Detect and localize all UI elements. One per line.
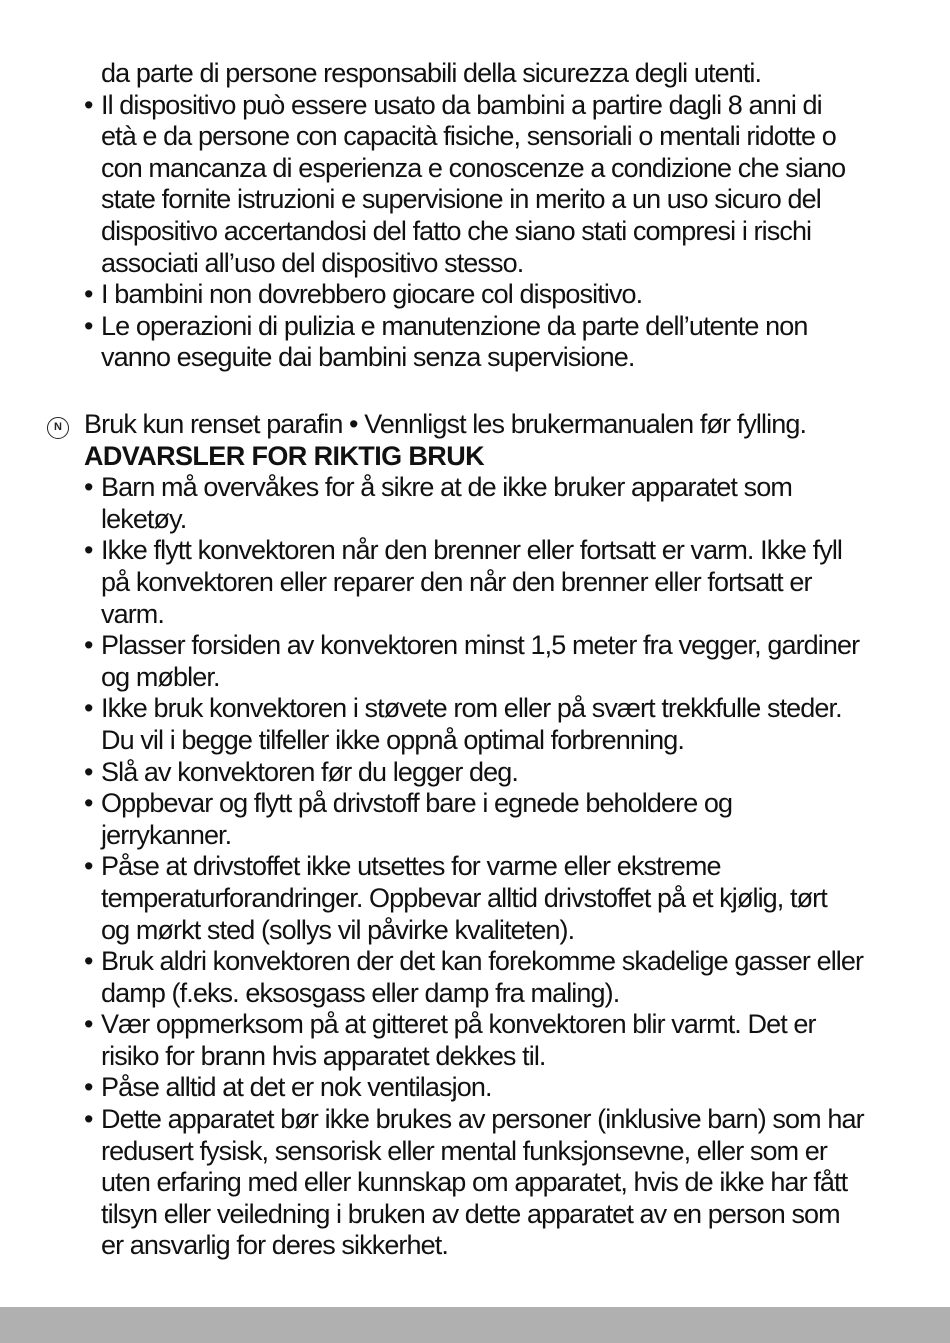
list-item-continuation (84, 1041, 914, 1073)
norwegian-warnings-list (84, 472, 914, 1262)
list-item-text: Plasser forsiden av konvektoren minst 1,5 meter fra vegger, gardiner (101, 630, 860, 661)
list-item-text: vanno eseguite dai bambini senza supervisione. (101, 342, 635, 373)
list-item-text: leketøy. (101, 503, 187, 534)
list-item-text: associati all’uso del dispositivo stesso. (101, 247, 524, 278)
bullet-icon: • (84, 693, 93, 724)
bullet-icon: • (84, 535, 93, 566)
bullet-list-item (84, 1104, 914, 1136)
list-item-text: redusert fysisk, sensorisk eller mental funksjonsevne, eller som er (101, 1135, 828, 1166)
list-item-text: dispositivo accertandosi del fatto che siano stati compresi i rischi (101, 215, 812, 246)
bullet-list-item (84, 1009, 914, 1041)
bullet-icon: • (84, 89, 93, 120)
list-item-continuation (84, 342, 914, 374)
bullet-icon: • (84, 472, 93, 503)
norwegian-language-badge: N (47, 417, 69, 439)
list-item-continuation (84, 248, 914, 280)
norwegian-section (84, 409, 914, 1262)
bullet-icon: • (84, 630, 93, 661)
bullet-list-item (84, 757, 914, 789)
list-item-text: og mørkt sted (sollys vil påvirke kvaliteten). (101, 914, 575, 945)
list-item-continuation (84, 662, 914, 694)
list-item-text: state fornite istruzioni e supervisione in merito a un uso sicuro del (101, 184, 821, 215)
bullet-list-item (84, 1072, 914, 1104)
list-item-text: I bambini non dovrebbero giocare col dispositivo. (101, 279, 643, 310)
list-item-text: jerrykanner. (101, 819, 232, 850)
list-item-text: risiko for brann hvis apparatet dekkes til. (101, 1040, 546, 1071)
list-item-continuation (84, 567, 914, 599)
list-item-continuation (84, 184, 914, 216)
list-item-text: tilsyn eller veiledning i bruken av dette apparatet av en person som (101, 1198, 840, 1229)
list-item-text: Du vil i begge tilfeller ikke oppnå optimal forbrenning. (101, 724, 684, 755)
list-item-text: Dette apparatet bør ikke brukes av personer (inklusive barn) som har (101, 1104, 864, 1135)
bullet-icon: • (84, 279, 93, 310)
list-item-text: er ansvarlig for deres sikkerhet. (101, 1230, 448, 1261)
list-item-text: Bruk aldri konvektoren der det kan forekomme skadelige gasser eller (101, 946, 864, 977)
list-item-continuation (84, 153, 914, 185)
list-item-continuation (84, 1230, 914, 1262)
list-item-continuation (84, 1199, 914, 1231)
list-item-text: Ikke flytt konvektoren når den brenner eller fortsatt er varm. Ikke fyll (101, 535, 843, 566)
bullet-list-item (84, 788, 914, 820)
bullet-list-item (84, 90, 914, 122)
list-item-continuation (84, 820, 914, 852)
bullet-icon: • (84, 788, 93, 819)
bullet-list-item (84, 472, 914, 504)
bullet-list-item (84, 693, 914, 725)
italian-safety-text (84, 58, 914, 374)
bullet-list-item (84, 851, 914, 883)
list-item-text: på konvektoren eller reparer den når den brenner eller fortsatt er (101, 566, 812, 597)
norwegian-heading: ADVARSLER FOR RIKTIG BRUK (84, 440, 484, 471)
list-item-text: Påse at drivstoffet ikke utsettes for varme eller ekstreme (101, 851, 721, 882)
list-item-continuation (84, 216, 914, 248)
bullet-icon: • (84, 1009, 93, 1040)
list-item-text: temperaturforandringer. Oppbevar alltid drivstoffet på et kjølig, tørt (101, 882, 827, 913)
list-item-continuation (84, 504, 914, 536)
list-item-text: Påse alltid at det er nok ventilasjon. (101, 1072, 492, 1103)
list-item-text: età e da persone con capacità fisiche, sensoriali o mentali ridotte o (101, 121, 836, 152)
list-item-text: Ikke bruk konvektoren i støvete rom eller på svært trekkfulle steder. (101, 693, 842, 724)
bullet-list-item (84, 311, 914, 343)
list-item-continuation (84, 725, 914, 757)
bullet-icon: • (84, 1072, 93, 1103)
list-item-continuation (84, 121, 914, 153)
list-item-text: varm. (101, 598, 165, 629)
list-item-continuation (84, 915, 914, 947)
bullet-list-item (84, 535, 914, 567)
bullet-icon: • (84, 946, 93, 977)
bullet-list-item (84, 946, 914, 978)
footer-bar (0, 1307, 950, 1343)
list-item-continuation (84, 599, 914, 631)
list-item-continuation (84, 1167, 914, 1199)
list-item-continuation (84, 58, 914, 90)
list-item-continuation (84, 978, 914, 1010)
list-item-text: con mancanza di esperienza e conoscenze a condizione che siano (101, 152, 846, 183)
bullet-list-item (84, 279, 914, 311)
list-item-continuation (84, 1136, 914, 1168)
bullet-icon: • (84, 851, 93, 882)
bullet-list-item (84, 630, 914, 662)
list-item-text: damp (f.eks. eksosgass eller damp fra maling). (101, 977, 620, 1008)
list-item-text: uten erfaring med eller kunnskap om apparatet, hvis de ikke har fått (101, 1167, 848, 1198)
list-item-text: Oppbevar og flytt på drivstoff bare i egnede beholdere og (101, 788, 733, 819)
list-item-text: da parte di persone responsabili della sicurezza degli utenti. (101, 58, 762, 88)
bullet-icon: • (84, 1104, 93, 1135)
list-item-continuation (84, 883, 914, 915)
list-item-text: Barn må overvåkes for å sikre at de ikke bruker apparatet som (101, 472, 792, 503)
list-item-text: Le operazioni di pulizia e manutenzione da parte dell’utente non (101, 310, 808, 341)
list-item-text: Il dispositivo può essere usato da bambini a partire dagli 8 anni di (101, 89, 822, 120)
list-item-text: Vær oppmerksom på at gitteret på konvektoren blir varmt. Det er (101, 1009, 816, 1040)
norwegian-intro: Bruk kun renset parafin • Vennligst les brukermanualen før fylling. (84, 409, 807, 439)
list-item-text: og møbler. (101, 661, 220, 692)
list-item-text: Slå av konvektoren før du legger deg. (101, 756, 518, 787)
bullet-icon: • (84, 310, 93, 341)
bullet-icon: • (84, 756, 93, 787)
